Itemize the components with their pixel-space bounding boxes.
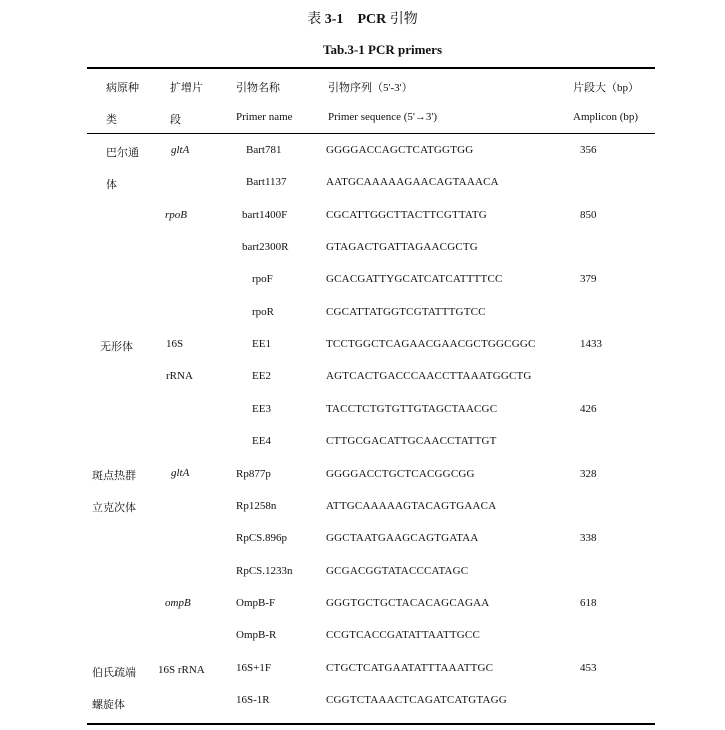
primer-sequence: TACCTCTGTGTTGTAGCTAACGC	[326, 403, 498, 415]
pathogen-borrelia-line1: 伯氏疏端	[92, 667, 136, 679]
primer-name: 16S-1R	[236, 694, 270, 706]
fragment-16s-rrna: 16S rRNA	[158, 664, 205, 676]
primer-name: EE3	[252, 403, 271, 415]
table-caption-cn	[0, 8, 725, 28]
pathogen-bartonella-line2: 体	[106, 179, 117, 191]
caption-title-latin: PCR	[357, 12, 387, 27]
primer-name: RpCS.896p	[236, 532, 288, 544]
primer-sequence: AATGCAAAAAGAACAGTAAACA	[326, 176, 499, 188]
fragment-16s-line2: rRNA	[166, 370, 193, 382]
primer-name: Bart1137	[246, 176, 287, 188]
primer-name: EE1	[252, 338, 271, 350]
primer-name: EE4	[252, 435, 271, 447]
amplicon-size: 379	[580, 273, 597, 285]
pathogen-bartonella-line1: 巴尔通	[106, 147, 139, 159]
table-bottom-rule	[87, 723, 655, 725]
primer-name: Rp1258n	[236, 500, 277, 512]
primer-name: RpCS.1233n	[236, 565, 293, 577]
amplicon-size: 338	[580, 532, 597, 544]
primer-sequence: CGCATTATGGTCGTATTTGTCC	[326, 306, 486, 318]
primer-sequence: GGGGACCTGCTCACGGCGG	[326, 468, 475, 480]
primer-name: Rp877p	[236, 468, 271, 480]
primer-name: OmpB-F	[236, 597, 276, 609]
primer-sequence: GCACGATTYGCATCATCATTTTCC	[326, 273, 503, 285]
table-header-rule	[87, 133, 655, 134]
pathogen-rickettsia-line1: 斑点热群	[92, 470, 136, 482]
primer-sequence: AGTCACTGACCCAACCTTAAATGGCTG	[326, 370, 532, 382]
primer-name: rpoR	[252, 306, 274, 318]
pathogen-rickettsia-line2: 立克次体	[92, 502, 136, 514]
header-size-cn: 片段大（bp）	[573, 82, 639, 94]
primer-sequence: CTTGCGACATTGCAACCTATTGT	[326, 435, 497, 447]
primer-name: bart2300R	[242, 241, 289, 253]
primer-sequence: CGGTCTAAACTCAGATCATGTAGG	[326, 694, 507, 706]
amplicon-size: 453	[580, 662, 597, 674]
amplicon-size: 356	[580, 144, 597, 156]
primer-name: EE2	[252, 370, 271, 382]
header-fragment-line2: 段	[170, 114, 181, 126]
table-top-rule	[87, 67, 655, 69]
header-seq-cn: 引物序列（5'-3'）	[328, 82, 413, 94]
primer-sequence: ATTGCAAAAAGTACAGTGAACA	[326, 500, 497, 512]
table-caption-en: Tab.3-1 PCR primers	[322, 42, 443, 57]
fragment-rpob: rpoB	[165, 209, 187, 221]
primer-sequence: TCCTGGCTCAGAACGAACGCTGGCGGC	[326, 338, 536, 350]
primer-name: bart1400F	[242, 209, 288, 221]
amplicon-size: 618	[580, 597, 597, 609]
fragment-16s-line1: 16S	[166, 338, 184, 350]
caption-number: 3-1	[324, 12, 344, 27]
header-name-cn: 引物名称	[236, 82, 280, 94]
primer-name: rpoF	[252, 273, 273, 285]
primer-name: Bart781	[246, 144, 282, 156]
primer-sequence: CGCATTGGCTTACTTCGTTATG	[326, 209, 487, 221]
primer-name: OmpB-R	[236, 629, 277, 641]
caption-prefix: 表	[307, 12, 322, 27]
header-pathogen-line1: 病原种	[106, 82, 139, 94]
primer-sequence: GCGACGGTATACCCATAGC	[326, 565, 469, 577]
primer-sequence: GGCTAATGAAGCAGTGATAA	[326, 532, 479, 544]
primer-name: 16S+1F	[236, 662, 271, 674]
pathogen-borrelia-line2: 螺旋体	[92, 699, 125, 711]
header-seq-en: Primer sequence (5'→3')	[328, 111, 438, 123]
pathogen-anaplasma: 无形体	[100, 341, 133, 353]
fragment-glta-bartonella: gltA	[171, 144, 190, 156]
header-fragment-line1: 扩增片	[170, 82, 203, 94]
amplicon-size: 328	[580, 468, 597, 480]
caption-title-cn: 引物	[389, 12, 418, 27]
primer-sequence: GTAGACTGATTAGAACGCTG	[326, 241, 478, 253]
fragment-ompb: ompB	[165, 597, 191, 609]
primer-sequence: CCGTCACCGATATTAATTGCC	[326, 629, 481, 641]
header-pathogen-line2: 类	[106, 114, 117, 126]
amplicon-size: 426	[580, 403, 597, 415]
header-name-en: Primer name	[236, 111, 293, 123]
primer-sequence: GGGGACCAGCTCATGGTGG	[326, 144, 474, 156]
amplicon-size: 850	[580, 209, 597, 221]
header-size-en: Amplicon (bp)	[573, 111, 639, 123]
primer-sequence: GGGTGCTGCTACACAGCAGAA	[326, 597, 490, 609]
primer-sequence: CTGCTCATGAATATTTAAATTGC	[326, 662, 494, 674]
fragment-glta-rickettsia: gltA	[171, 467, 190, 479]
amplicon-size: 1433	[580, 338, 602, 350]
